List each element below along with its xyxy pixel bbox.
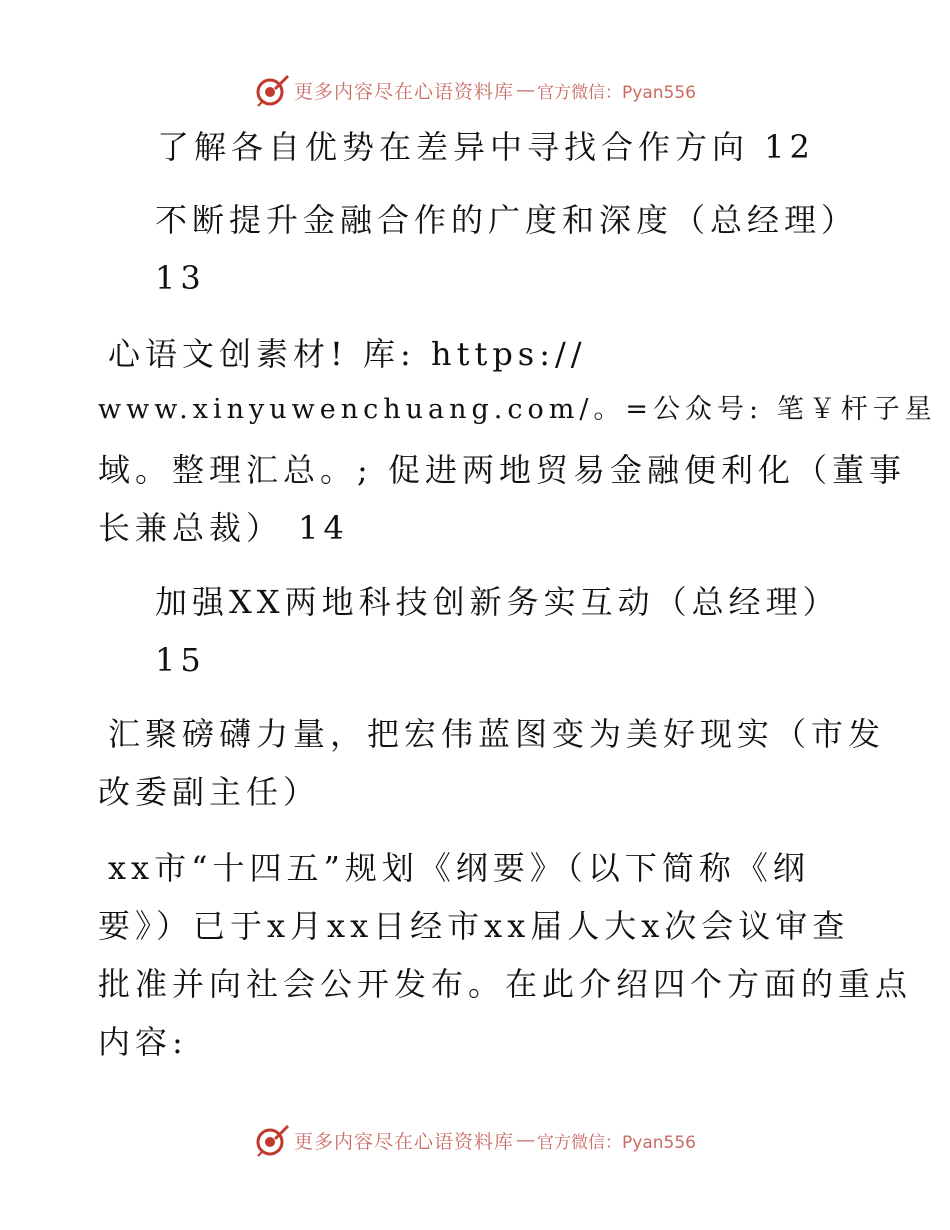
body-line: 不断提升金融合作的广度和深度（总经理） — [155, 201, 859, 239]
body-line: 13 — [155, 259, 206, 297]
banner-wechat-text: 官方微信：Pyan556 — [537, 82, 696, 103]
body-line: 加强XX两地科技创新务实互动（总经理） — [155, 583, 840, 621]
body-line: xx市“十四五”规划《纲要》（以下简称《纲 — [108, 849, 810, 887]
body-line: 汇聚磅礴力量，把宏伟蓝图变为美好现实（市发 — [108, 715, 886, 753]
body-line: 批准并向社会公开发布。在此介绍四个方面的重点 — [98, 965, 913, 1003]
body-line: 域。整理汇总。; 促进两地贸易金融便利化（董事 — [98, 451, 906, 489]
banner-main-text: 更多内容尽在心语资料库 — [294, 80, 515, 103]
banner-main-text: 更多内容尽在心语资料库 — [294, 1130, 515, 1153]
body-line: 要》）已于x月xx日经市xx届人大x次会议审查 — [98, 907, 850, 945]
brand-logo-icon — [254, 72, 290, 108]
banner-separator: — — [516, 1129, 536, 1151]
brand-logo-icon — [254, 1122, 290, 1158]
footer-watermark-banner — [0, 1120, 950, 1160]
body-line: 内容: — [98, 1023, 188, 1061]
header-watermark-banner — [0, 70, 950, 110]
body-line: 改委副主任） — [98, 773, 321, 811]
body-line: 长兼总裁） 14 — [98, 509, 349, 547]
body-line: 了解各自优势在差异中寻找合作方向 12 — [157, 128, 815, 166]
banner-wechat-text: 官方微信：Pyan556 — [537, 1132, 696, 1153]
body-line: www.xinyuwenchuang.com/。=公众号: 笔￥杆子星 — [98, 394, 937, 425]
body-line: 心语文创素材! 库: https:// — [108, 335, 587, 373]
banner-separator: — — [516, 79, 536, 101]
body-line: 15 — [155, 641, 206, 679]
